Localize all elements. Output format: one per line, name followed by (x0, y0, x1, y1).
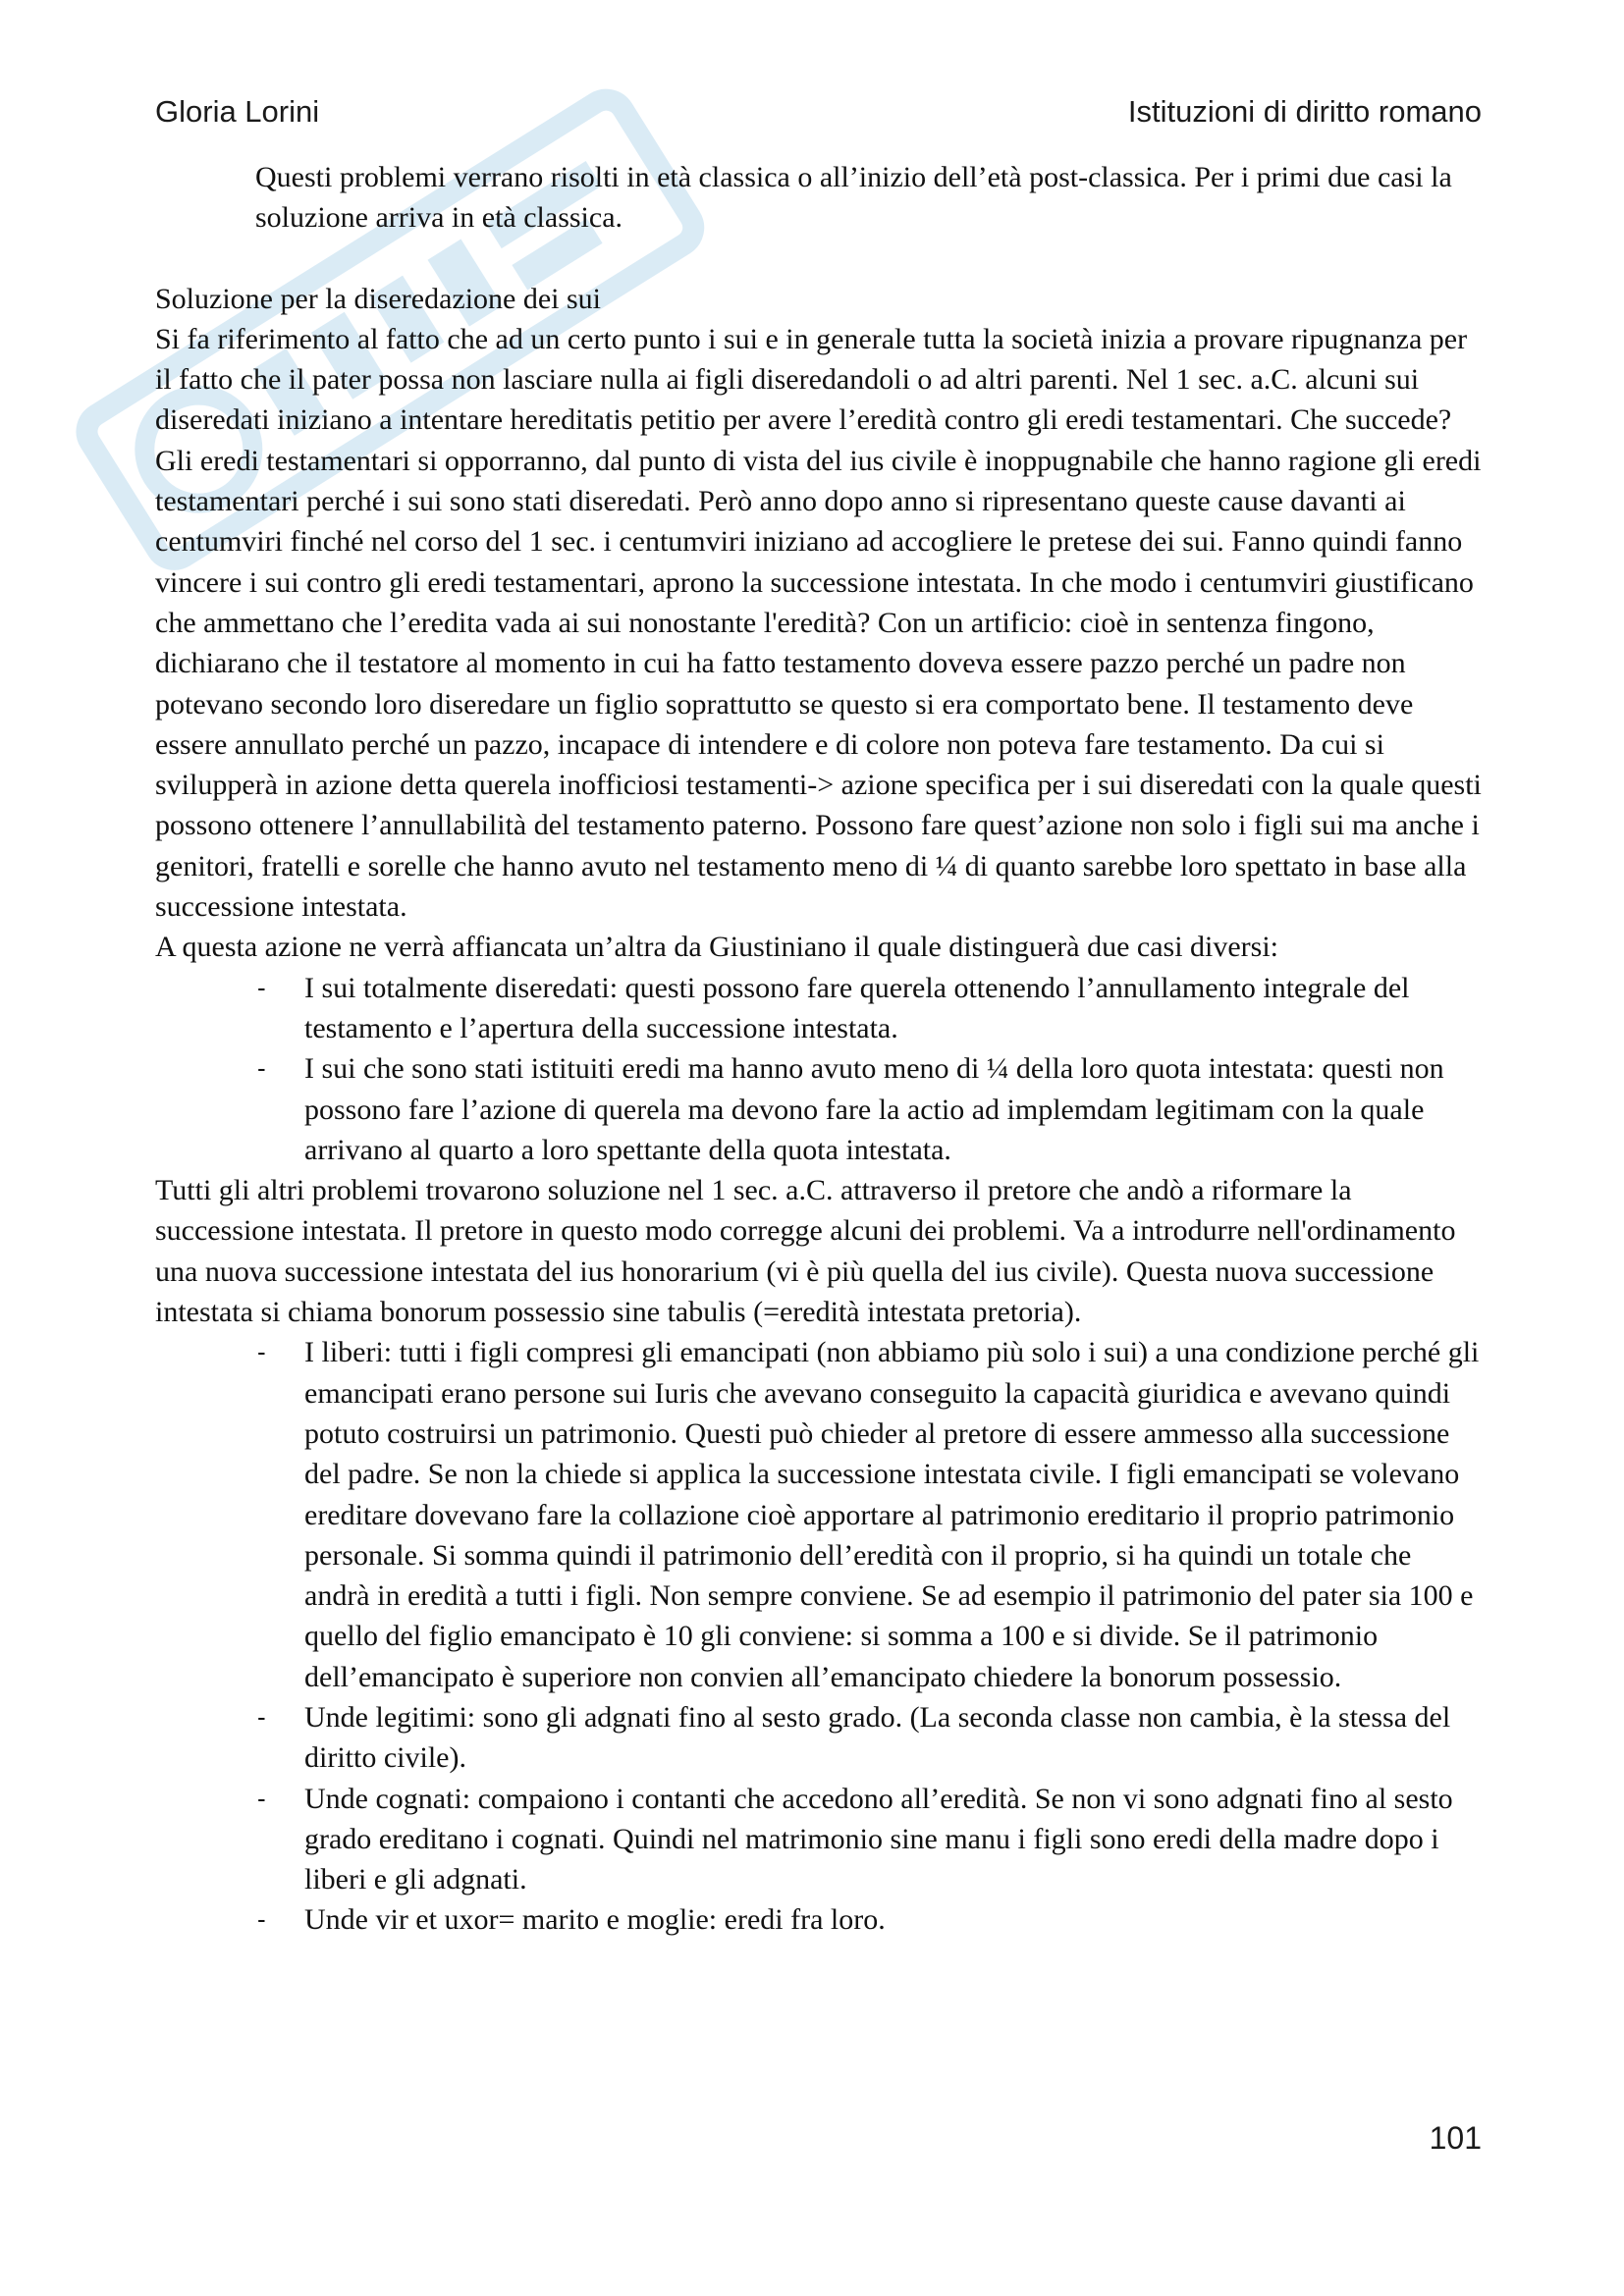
section-title: Soluzione per la diseredazione dei sui (155, 282, 602, 315)
header-author: Gloria Lorini (155, 94, 320, 129)
list-item (257, 1779, 1482, 1900)
list-item (257, 1899, 1482, 1940)
list-item (257, 1332, 1482, 1697)
bullet-dash: - (257, 1783, 266, 1813)
list-item-text: I sui totalmente diseredati: questi possono fare querela ottenendo l’annullamento integrale del testamento e l’apertura della successione intestata. (304, 971, 1410, 1044)
bullet-list-giustiniano (155, 968, 1482, 1170)
list-item-text: Unde vir et uxor= marito e moglie: eredi fra loro. (304, 1903, 886, 1937)
bullet-dash: - (257, 1904, 266, 1935)
body-paragraph-3: Tutti gli altri problemi trovarono soluzione nel 1 sec. a.C. attraverso il pretore che andò a riformare la successione intestata. Il pretore in questo modo corregge alcuni dei problemi. Va a introdurre nell'ordinamento una nuova successione intestata del ius honorarium (vi è più quella del ius civile). Questa nuova successione intestata si chiama bonorum possessio sine tabulis (=eredità intestata pretoria). (155, 1174, 1456, 1329)
bullet-dash: - (257, 1053, 266, 1084)
list-item-text: I liberi: tutti i figli compresi gli emancipati (non abbiamo più solo i sui) a una condizione perché gli emancipati erano persone sui Iuris che avevano conseguito la capacità giuridica e avevano quindi potuto costruirsi un patrimonio. Questi può chieder al pretore di essere ammesso alla successione del padre. Se non la chiede si applica la successione intestata civile. I figli emancipati se volevano ereditare dovevano fare la collazione cioè apportare al patrimonio ereditario il proprio patrimonio personale. Si somma quindi il patrimonio dell’eredità con il proprio, si ha quindi un totale che andrà in eredità a tutti i figli. Non sempre conviene. Se ad esempio il patrimonio del pater sia 100 e quello del figlio emancipato è 10 gli conviene: si somma a 100 e si divide. Se il patrimonio dell’emancipato è superiore non convien all’emancipato chiedere la bonorum possessio. (304, 1336, 1480, 1693)
list-item-text: I sui che sono stati istituiti eredi ma hanno avuto meno di ¼ della loro quota intestata: questi non possono fare l’azione di querela ma devono fare la actio ad implemdam legitimam con la quale arrivano al quarto a loro spettante della quota intestata. (304, 1052, 1444, 1166)
page-number: 101 (1429, 2120, 1482, 2156)
bullet-dash: - (257, 972, 266, 1002)
body-paragraph-2: A questa azione ne verrà affiancata un’altra da Giustiniano il quale distinguerà due casi diversi: (155, 931, 1279, 964)
intro-paragraph: Questi problemi verrano risolti in età classica o all’inizio dell’età post-classica. Per i primi due casi la soluzione arriva in età classica. (255, 161, 1452, 235)
list-item (257, 968, 1482, 1049)
bullet-dash: - (257, 1337, 266, 1367)
body-paragraph-1: Si fa riferimento al fatto che ad un certo punto i sui e in generale tutta la società inizia a provare ripugnanza per il fatto che il pater possa non lasciare nulla ai figli diseredandoli o ad altri parenti. Nel 1 sec. a.C. alcuni sui diseredati iniziano a intentare hereditatis petitio per avere l’eredità contro gli eredi testamentari. Che succede? Gli eredi testamentari si opporranno, dal punto di vista del ius civile è inoppugnabile che hanno ragione gli eredi testamentari perché i sui sono stati diseredati. Però anno dopo anno si ripresentano queste cause davanti ai centumviri finché nel corso del 1 sec. i centumviri iniziano ad accogliere le pretese dei sui. Fanno quindi fanno vincere i sui contro gli eredi testamentari, aprono la successione intestata. In che modo i centumviri giustificano che ammettano che l’eredita vada ai sui nonostante l'eredità? Con un artificio: cioè in sentenza fingono, dichiarano che il testatore al momento in cui ha fatto testamento doveva essere pazzo perché un padre non potevano secondo loro diseredare un figlio soprattutto se questo si era comportato bene. Il testamento deve essere annullato perché un pazzo, incapace di intendere e di colore non poteva fare testamento. Da cui si svilupperà in azione detta querela inofficiosi testamenti-> azione specifica per i sui diseredati con la quale questi possono ottenere l’annullabilità del testamento paterno. Possono fare quest’azione non solo i figli sui ma anche i genitori, fratelli e sorelle che hanno avuto nel testamento meno di ¼ di quanto sarebbe loro spettato in base alla successione intestata. (155, 322, 1482, 924)
list-item-text: Unde legitimi: sono gli adgnati fino al sesto grado. (La seconda classe non cambia, è la stessa del diritto civile). (304, 1700, 1451, 1775)
header-course-title: Istituzioni di diritto romano (1127, 94, 1482, 129)
list-item (257, 1697, 1482, 1779)
list-item-text: Unde cognati: compaiono i contanti che accedono all’eredità. Se non vi sono adgnati fino al sesto grado ereditano i cognati. Quindi nel matrimonio sine manu i figli sono eredi della madre dopo i liberi e gli adgnati. (304, 1782, 1453, 1896)
paragraph-gap (155, 239, 1482, 279)
list-item (257, 1048, 1482, 1170)
bullet-dash: - (257, 1701, 266, 1732)
document-body (155, 157, 1482, 1941)
bullet-list-pretore (155, 1332, 1482, 1940)
page-header (155, 94, 1482, 130)
